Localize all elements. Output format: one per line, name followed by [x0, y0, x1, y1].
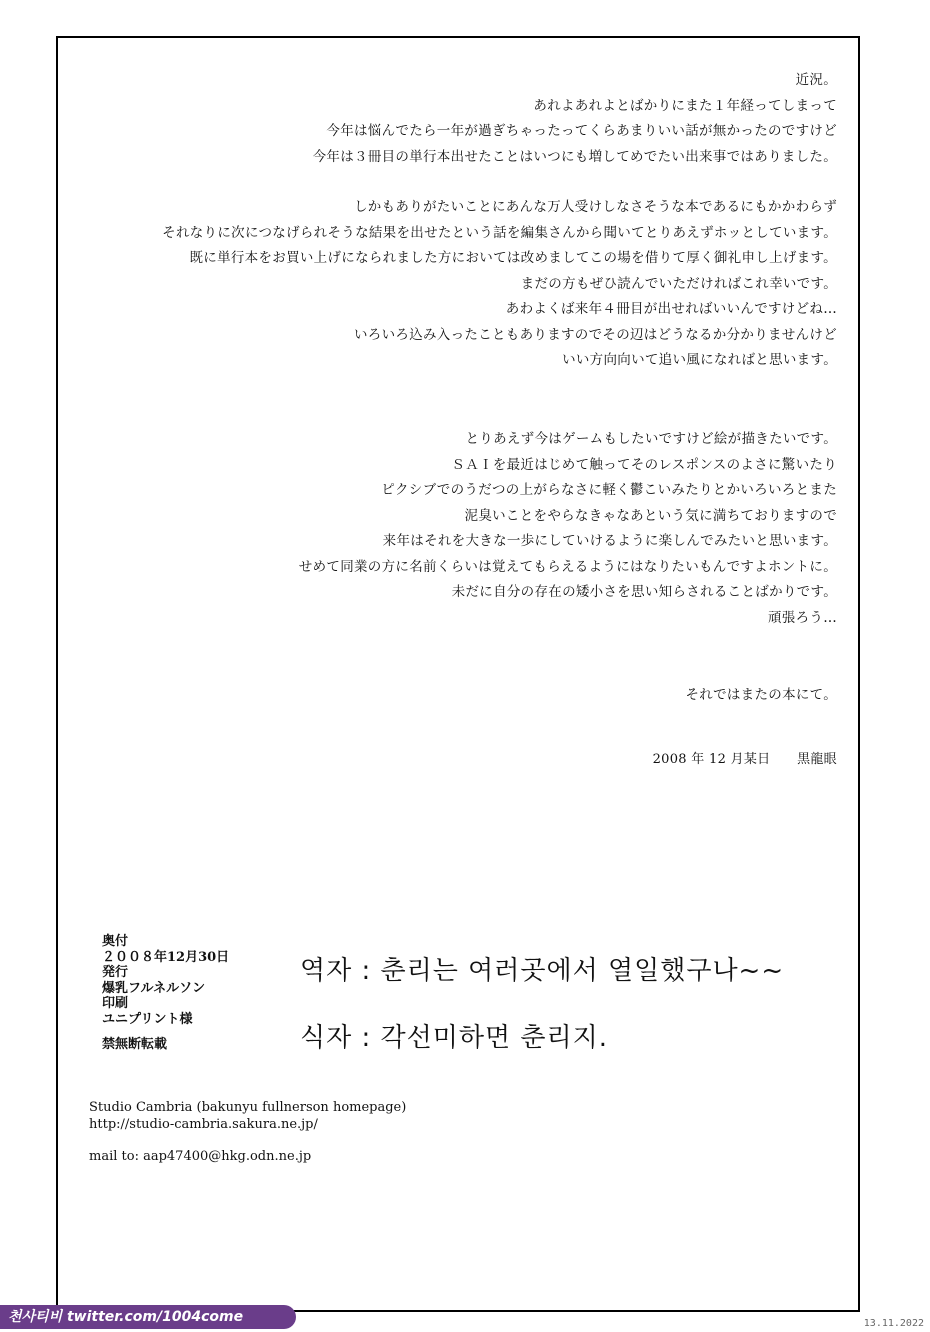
- text-line: 今年は悩んでたら一年が過ぎちゃったってくらあまりいい話が無かったのですけど: [326, 123, 837, 139]
- text-line: 来年はそれを大きな一歩にしていけるように楽しんでみたいと思います。: [382, 533, 837, 549]
- colophon: [102, 934, 229, 1053]
- text-line: まだの方もぜひ読んでいただければこれ幸いです。: [520, 275, 837, 292]
- text-line: あわよくば来年４冊目が出せればいいんですけどね…: [505, 301, 837, 317]
- watermark-banner: 천사티비 twitter.com/1004come: [0, 1305, 296, 1329]
- afterword-closing: [685, 683, 837, 709]
- studio-url[interactable]: http://studio-cambria.sakura.ne.jp/: [89, 1117, 318, 1132]
- colophon-publisher: 爆乳フルネルソン: [102, 980, 206, 996]
- text-line: いろいろ込み入ったこともありますのでその辺はどうなるか分かりませんけど: [354, 326, 837, 343]
- colophon-print-label: 印刷: [102, 996, 129, 1011]
- text-line: しかもありがたいことにあんな万人受けしなさそうな本であるにもかかわらず: [354, 199, 837, 215]
- afterword-heading: 近況。: [795, 72, 837, 88]
- studio-name: Studio Cambria (bakunyu fullnerson homepage): [89, 1100, 407, 1115]
- colophon-printer: ユニプリント様: [102, 1011, 193, 1027]
- colophon-publish-label: 発行: [102, 965, 129, 980]
- text-line: ピクシブでのうだつの上がらなさに軽く鬱こいみたりとかいろいろとまた: [381, 482, 837, 498]
- text-line: あれよあれよとばかりにまた１年経ってしまって: [533, 97, 837, 114]
- afterword-paragraph-3: [299, 427, 837, 631]
- typesetter-credit: [300, 1017, 608, 1054]
- colophon-heading: 奥付: [102, 934, 129, 949]
- translator-credit: [300, 950, 784, 987]
- text-line: 今年は３冊目の単行本出せたことはいつにも増してめでたい出来事ではありました。: [312, 148, 837, 165]
- typesetter-text: 식자 : 각선미하면 춘리지.: [300, 1023, 608, 1053]
- text-line: せめて同業の方に名前くらいは覚えてもらえるようにはなりたいもんですよホントに。: [298, 558, 837, 575]
- text-line: それなりに次につなげられそうな結果を出せたという話を編集さんから聞いてとりあえずホッとしています。: [162, 224, 837, 241]
- afterword-paragraph-2: [162, 195, 837, 374]
- translator-text: 역자 : 춘리는 여러곳에서 열일했구나~~: [300, 956, 785, 986]
- text-line: とりあえず今はゲームもしたいですけど絵が描きたいです。: [465, 431, 837, 447]
- studio-mail[interactable]: mail to: aap47400@hkg.odn.ne.jp: [89, 1149, 312, 1164]
- text-line: 未だに自分の存在の矮小さを思い知らされることばかりです。: [451, 584, 837, 600]
- text-line: 頑張ろう…: [768, 609, 837, 626]
- text-line: それではまたの本にて。: [685, 687, 837, 703]
- colophon-date: ２００８年12月30日: [102, 949, 230, 965]
- text-line: いい方向向いて追い風になればと思います。: [562, 352, 837, 368]
- text-line: ＳＡＩを最近はじめて触ってそのレスポンスのよさに驚いたり: [451, 456, 837, 473]
- colophon-notice: 禁無断転載: [102, 1037, 168, 1052]
- afterword-paragraph-1: [313, 68, 837, 170]
- text-line: 既に単行本をお買い上げになられました方においては改めましてこの場を借りて厚く御礼申し上げます。: [189, 250, 837, 266]
- scan-date: 13.11.2022: [863, 1318, 924, 1329]
- text-line: 泥臭いことをやらなきゃなあという気に満ちておりますので: [464, 507, 837, 524]
- date-signature: 2008 年 12 月某日 黒龍眼: [652, 752, 837, 767]
